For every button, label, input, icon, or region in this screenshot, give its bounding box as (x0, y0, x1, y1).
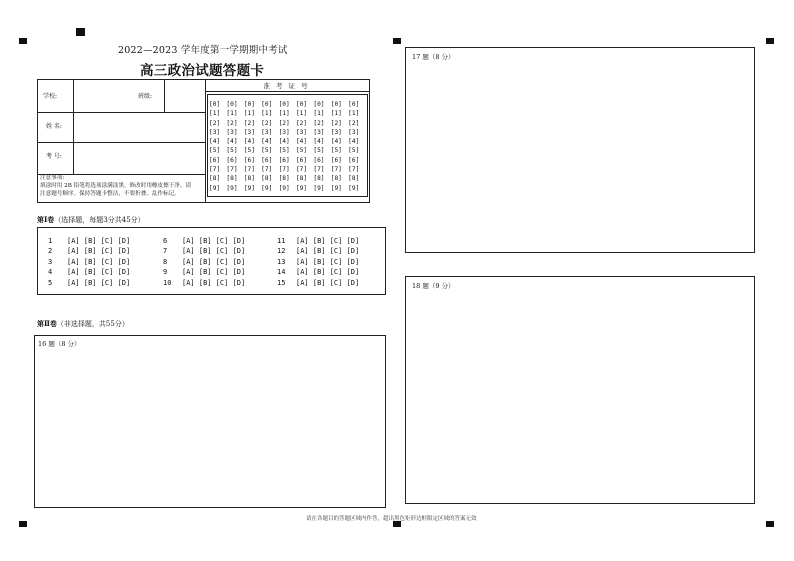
admission-digit-bubble[interactable]: [2] (330, 119, 342, 127)
mc-question-11 (277, 236, 359, 246)
admission-digit-bubble[interactable]: [3] (278, 128, 290, 136)
admission-digit-bubble[interactable]: [2] (278, 119, 290, 127)
mc-option-bubbles[interactable]: [A] [B] [C] [D] (182, 257, 246, 266)
answer-area-q18[interactable] (405, 276, 755, 504)
admission-digit-bubble[interactable]: [9] (226, 184, 238, 192)
mc-question-number: 1 (48, 237, 53, 245)
admission-digit-bubble[interactable]: [6] (348, 156, 360, 164)
admission-digit-bubble[interactable]: [9] (348, 184, 360, 192)
mc-question-number: 9 (163, 268, 168, 277)
admission-digit-bubble[interactable]: [7] (261, 166, 273, 174)
admission-digit-bubble[interactable]: [8] (226, 175, 238, 183)
mc-question-1 (48, 236, 130, 246)
footer-note: 请在各题目的答题区域内作答，超出黑色矩形边框限定区域的答案无效 (306, 516, 477, 522)
admission-digit-bubble[interactable]: [8] (243, 175, 255, 183)
notes-line: 填涂时用 2B 铅笔将选项涂满涂黑。修改时用橡皮擦干净。请 (40, 183, 192, 190)
class-label: 班级: (138, 93, 153, 100)
admission-digit-row (209, 165, 366, 174)
admission-digit-row (209, 100, 366, 109)
admission-digit-bubble[interactable]: [9] (261, 184, 273, 192)
mc-question-number: 11 (277, 237, 286, 245)
admission-digit-bubble[interactable]: [1] (226, 110, 238, 118)
mc-question-7 (163, 246, 245, 256)
admission-digit-bubble[interactable]: [1] (209, 110, 221, 118)
mc-question-number: 14 (277, 268, 286, 277)
admission-digit-bubble[interactable]: [3] (295, 128, 308, 136)
admission-digit-bubble[interactable]: [6] (313, 156, 325, 164)
admission-digit-bubble[interactable]: [8] (330, 175, 342, 183)
positioning-mark (19, 521, 27, 527)
admission-digit-bubble[interactable]: [3] (348, 128, 360, 136)
positioning-mark (19, 38, 27, 44)
admission-digit-bubble[interactable]: [5] (330, 147, 342, 155)
mc-question-2 (48, 246, 130, 256)
section1-label: 第Ⅰ卷（选择题，每题3分共45分） (37, 215, 145, 224)
admission-digit-bubble[interactable]: [7] (226, 166, 238, 174)
mc-question-13 (277, 257, 359, 267)
admission-digit-bubble[interactable]: [4] (278, 138, 290, 146)
admission-digit-bubble[interactable]: [6] (209, 156, 221, 164)
admission-digit-bubble[interactable]: [4] (348, 138, 360, 146)
admission-digit-bubble[interactable]: [5] (261, 147, 273, 155)
admission-digit-bubble[interactable]: [0] (226, 101, 238, 108)
admission-digit-bubble[interactable]: [2] (313, 119, 325, 127)
answer-area-q16[interactable] (34, 335, 386, 508)
mc-option-bubbles[interactable]: [A] [B] [C] [D] (67, 247, 131, 256)
admission-digit-bubble[interactable]: [5] (348, 147, 360, 155)
admission-digit-bubble[interactable]: [9] (330, 184, 342, 192)
mc-question-10 (163, 278, 245, 288)
admission-digit-bubble[interactable]: [6] (226, 156, 238, 164)
q17-label: 17 题（8 分） (412, 53, 455, 61)
mc-option-bubbles[interactable]: [A] [B] [C] [D] (296, 257, 360, 266)
admission-digit-bubble[interactable]: [1] (313, 110, 325, 118)
q18-label: 18 题（9 分） (412, 282, 455, 290)
admission-digit-bubble[interactable]: [7] (209, 166, 221, 174)
mc-option-bubbles[interactable]: [A] [B] [C] [D] (67, 278, 131, 287)
admission-digit-bubble[interactable]: [1] (330, 110, 342, 118)
admission-digit-bubble[interactable]: [5] (209, 147, 221, 155)
mc-option-bubbles[interactable]: [A] [B] [C] [D] (182, 237, 246, 245)
admission-digit-bubble[interactable]: [6] (243, 156, 255, 164)
admission-digit-bubble[interactable]: [9] (313, 184, 325, 192)
mc-question-12 (277, 246, 359, 256)
admission-digit-bubble[interactable]: [5] (226, 147, 238, 155)
mc-question-number: 10 (163, 278, 172, 287)
positioning-mark (76, 28, 85, 36)
admission-digit-bubble[interactable]: [3] (209, 128, 221, 136)
card-title: 高三政治试题答题卡 (140, 63, 265, 79)
mc-question-8 (163, 257, 245, 267)
mc-option-bubbles[interactable]: [A] [B] [C] [D] (67, 237, 131, 245)
admission-digit-bubble[interactable]: [3] (261, 128, 273, 136)
mc-question-number: 13 (277, 257, 286, 266)
mc-question-number: 7 (163, 247, 168, 256)
admission-digit-bubble[interactable]: [3] (226, 128, 238, 136)
mc-option-bubbles[interactable]: [A] [B] [C] [D] (296, 237, 360, 245)
mc-question-number: 5 (48, 278, 53, 287)
mc-question-15 (277, 278, 359, 288)
notes-title: 注意事项: (40, 175, 65, 181)
class-field[interactable] (165, 82, 204, 111)
admission-digit-row (209, 174, 366, 183)
admission-digit-bubble[interactable]: [8] (209, 175, 221, 183)
mc-question-number: 8 (163, 257, 168, 266)
mc-question-number: 2 (48, 247, 53, 256)
mc-option-bubbles[interactable]: [A] [B] [C] [D] (67, 257, 131, 266)
mc-option-bubbles[interactable]: [A] [B] [C] [D] (182, 278, 246, 287)
mc-option-bubbles[interactable]: [A] [B] [C] [D] (182, 268, 246, 277)
mc-question-3 (48, 257, 130, 267)
admission-digit-bubble[interactable]: [9] (295, 184, 308, 192)
admission-digit-bubble[interactable]: [0] (295, 101, 308, 108)
admission-digit-bubble[interactable]: [2] (243, 119, 255, 127)
admission-digit-bubble[interactable]: [7] (278, 166, 290, 174)
mc-question-number: 6 (163, 237, 168, 245)
admission-digit-bubble[interactable]: [5] (295, 147, 308, 155)
admission-digit-bubble[interactable]: [9] (278, 184, 290, 192)
notes-line: 注意题号顺序。保持答题卡整洁，不要折叠、乱作标记。 (40, 191, 180, 198)
mc-option-bubbles[interactable]: [A] [B] [C] [D] (296, 278, 360, 287)
admission-digit-bubble[interactable]: [7] (313, 166, 325, 174)
name-field[interactable] (74, 113, 204, 141)
admission-digit-bubble[interactable]: [9] (209, 184, 221, 192)
notes (40, 174, 205, 198)
admission-digit-row (209, 184, 366, 193)
admission-digit-bubble[interactable]: [9] (243, 184, 255, 192)
section2-label: 第Ⅱ卷（非选择题，共55分） (37, 319, 129, 328)
admission-digit-bubble[interactable]: [5] (313, 147, 325, 155)
mc-question-4 (48, 267, 130, 277)
admission-digit-bubble[interactable]: [8] (295, 175, 308, 183)
admission-digit-bubble[interactable]: [4] (209, 138, 221, 146)
positioning-mark (766, 38, 774, 44)
mc-question-9 (163, 267, 245, 277)
mc-question-number: 12 (277, 247, 286, 256)
admission-digit-bubble[interactable]: [0] (209, 101, 221, 108)
mc-question-number: 15 (277, 278, 286, 287)
admission-digit-bubble[interactable]: [7] (295, 166, 308, 174)
admission-digit-bubble[interactable]: [2] (209, 119, 221, 127)
admission-digit-bubble[interactable]: [2] (261, 119, 273, 127)
mc-option-bubbles[interactable]: [A] [B] [C] [D] (296, 268, 360, 277)
admission-digit-bubble[interactable]: [8] (313, 175, 325, 183)
admission-digit-bubble[interactable]: [1] (278, 110, 290, 118)
admission-digit-bubble[interactable]: [4] (330, 138, 342, 146)
admission-digit-bubble[interactable]: [4] (313, 138, 325, 146)
q16-label: 16 题（8 分） (38, 340, 81, 348)
admission-digit-row (209, 109, 366, 118)
admission-digit-bubble[interactable]: [2] (348, 119, 360, 127)
admission-digit-bubble[interactable]: [4] (226, 138, 238, 146)
exam-no-field[interactable] (74, 143, 204, 173)
mc-question-5 (48, 278, 130, 288)
admission-digit-bubble[interactable]: [6] (278, 156, 290, 164)
admission-digit-bubble[interactable]: [7] (243, 166, 255, 174)
exam-title: 2022—2023 学年度第一学期期中考试 (118, 45, 288, 56)
exam-no-label: 考 号: (46, 153, 62, 160)
mc-option-bubbles[interactable]: [A] [B] [C] [D] (296, 247, 360, 256)
name-label: 姓 名: (46, 123, 62, 130)
mc-question-number: 3 (48, 257, 53, 266)
mc-question-number: 4 (48, 268, 53, 277)
admission-digit-bubble[interactable]: [5] (278, 147, 290, 155)
admission-digit-bubble[interactable]: [3] (330, 128, 342, 136)
admission-digit-bubble[interactable]: [0] (330, 101, 342, 108)
admission-digit-bubble[interactable]: [2] (295, 119, 308, 127)
admission-digit-bubble[interactable]: [1] (243, 110, 255, 118)
admission-number-title: 准 考 证 号 (263, 82, 310, 90)
admission-digit-bubble[interactable]: [4] (295, 138, 308, 146)
school-label: 学校: (43, 93, 58, 100)
mc-option-bubbles[interactable]: [A] [B] [C] [D] (67, 268, 131, 277)
admission-digit-bubble[interactable]: [4] (261, 138, 273, 146)
mc-question-14 (277, 267, 359, 277)
admission-digit-row (209, 128, 366, 137)
admission-digit-bubble[interactable]: [0] (348, 101, 360, 108)
admission-digit-bubble[interactable]: [5] (243, 147, 255, 155)
admission-digit-bubble[interactable]: [6] (261, 156, 273, 164)
admission-digit-bubble[interactable]: [4] (243, 138, 255, 146)
admission-digit-bubble[interactable]: [3] (313, 128, 325, 136)
admission-digit-bubble[interactable]: [1] (295, 110, 308, 118)
admission-digit-bubble[interactable]: [1] (261, 110, 273, 118)
admission-digit-bubble[interactable]: [6] (330, 156, 342, 164)
admission-digit-bubble[interactable]: [0] (313, 101, 325, 108)
mc-question-6 (163, 236, 245, 246)
admission-digit-row (209, 146, 366, 155)
admission-digit-bubble[interactable]: [1] (348, 110, 360, 118)
admission-digit-bubble[interactable]: [0] (278, 101, 290, 108)
positioning-mark (766, 521, 774, 527)
admission-digit-bubble[interactable]: [8] (348, 175, 360, 183)
admission-digit-bubble[interactable]: [0] (261, 101, 273, 108)
admission-number-grid[interactable] (209, 100, 366, 193)
answer-area-q17[interactable] (405, 47, 755, 253)
admission-digit-bubble[interactable]: [7] (330, 166, 342, 174)
multiple-choice-box (37, 227, 386, 295)
admission-digit-bubble[interactable]: [8] (278, 175, 290, 183)
mc-option-bubbles[interactable]: [A] [B] [C] [D] (182, 247, 246, 256)
admission-digit-row (209, 137, 366, 146)
admission-digit-bubble[interactable]: [7] (348, 166, 360, 174)
admission-digit-bubble[interactable]: [0] (243, 101, 255, 108)
admission-digit-row (209, 156, 366, 165)
admission-digit-bubble[interactable]: [8] (261, 175, 273, 183)
admission-digit-row (209, 119, 366, 128)
admission-digit-bubble[interactable]: [2] (226, 119, 238, 127)
admission-digit-bubble[interactable]: [6] (295, 156, 308, 164)
positioning-mark (393, 38, 401, 44)
admission-digit-bubble[interactable]: [3] (243, 128, 255, 136)
